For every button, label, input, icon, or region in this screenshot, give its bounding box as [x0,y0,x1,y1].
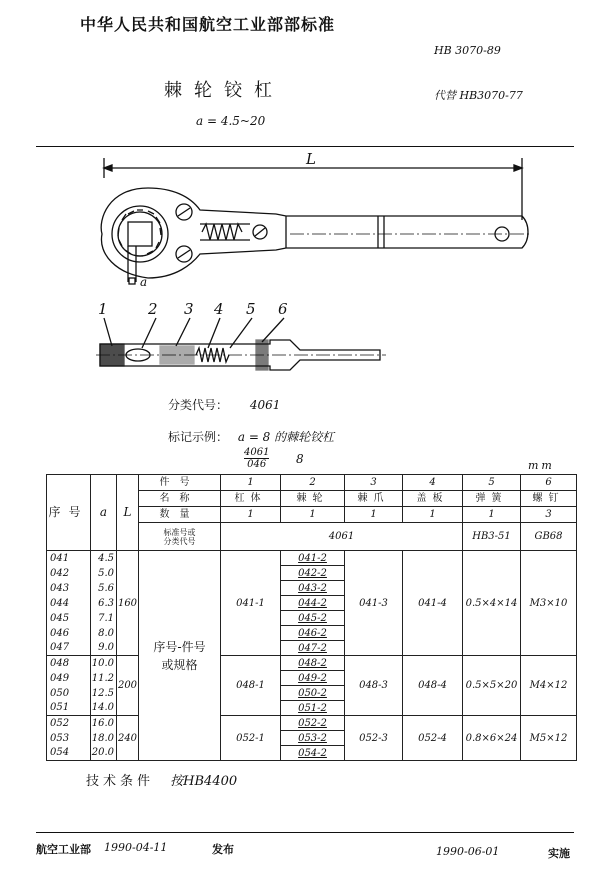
std-code-5: HB3-51 [463,523,521,551]
group-c5: 0.5×4×14 [463,551,521,656]
row-a: 12.5 [91,686,117,701]
marking-label: 标记示例 [168,430,217,444]
label-part-no: 件号 [139,475,221,491]
classification-line: 分类代号： 4061 [168,398,281,412]
group-c2-item: 046-2 [281,626,345,641]
dimension-a-label: a [140,275,148,289]
standard-number: HB 3070-89 [434,44,501,57]
col-name-1: 杠体 [221,491,281,507]
row-a: 16.0 [91,716,117,731]
ratchet-wrench-drawing [0,150,600,390]
row-a: 6.3 [91,596,117,611]
group-c5: 0.5×5×20 [463,656,521,716]
row-seq: 049 [47,671,91,686]
group-c3: 052-3 [345,716,403,761]
size-range: a = 4.5~20 [196,114,266,128]
row-seq: 045 [47,611,91,626]
header-L: L [117,475,139,551]
group-c2-item: 047-2 [281,641,345,656]
row-seq: 051 [47,701,91,716]
tech-label: 技术条件 [86,774,155,789]
callout-6: 6 [278,300,288,318]
col-qty-6: 3 [521,507,577,523]
group-c4: 052-4 [403,716,463,761]
col-no-5: 5 [463,475,521,491]
col-no-1: 1 [221,475,281,491]
row-a: 5.6 [91,581,117,596]
std-code-6: GB68 [521,523,577,551]
row-seq: 052 [47,716,91,731]
col-no-3: 3 [345,475,403,491]
group-c2-item: 053-2 [281,731,345,746]
col-name-4: 盖板 [403,491,463,507]
marking-num-bottom: 046 [247,459,267,470]
col-qty-1: 1 [221,507,281,523]
row-a: 5.0 [91,566,117,581]
group-c1: 048-1 [221,656,281,716]
group-c1: 041-1 [221,551,281,656]
group-c6: M4×12 [521,656,577,716]
group-c1: 052-1 [221,716,281,761]
footer-effective-date: 1990-06-01 [436,845,500,858]
col-name-5: 弹簧 [463,491,521,507]
group-c2-item: 043-2 [281,581,345,596]
marking-fraction [244,447,269,470]
group-c2-item: 041-2 [281,551,345,566]
group-c2-item: 042-2 [281,566,345,581]
row-a: 4.5 [91,551,117,566]
footer-rule [36,832,574,833]
marking-num-top: 4061 [244,447,270,458]
replaces-note: 代替 HB3070-77 [434,89,523,102]
row-a: 11.2 [91,671,117,686]
classification-code: 4061 [249,398,281,412]
col-no-4: 4 [403,475,463,491]
org-title: 中华人民共和国航空工业部部标准 [80,15,336,34]
row-a: 18.0 [91,731,117,746]
tech-value: 按HB4400 [170,774,238,789]
group-c2-item: 049-2 [281,671,345,686]
row-seq: 047 [47,641,91,656]
group-c2-item: 048-2 [281,656,345,671]
row-a: 10.0 [91,656,117,671]
col-qty-4: 1 [403,507,463,523]
row-seq: 042 [47,566,91,581]
row-seq: 046 [47,626,91,641]
group-c2-item: 054-2 [281,746,345,761]
callout-4: 4 [214,300,224,318]
unit-label: mm [528,459,555,472]
row-a: 9.0 [91,641,117,656]
footer-issue-word: 发布 [212,843,234,856]
group-c4: 041-4 [403,551,463,656]
row-seq: 041 [47,551,91,566]
group-L: 200 [117,656,139,716]
col-qty-2: 1 [281,507,345,523]
col-name-6: 螺钉 [521,491,577,507]
group-c2-item: 045-2 [281,611,345,626]
group-c2-item: 050-2 [281,686,345,701]
col-no-6: 6 [521,475,577,491]
header-a: a [91,475,117,551]
merged-spec-label: 序号-件号 或规格 [139,551,221,761]
callout-1: 1 [98,300,108,318]
page-title: 棘轮铰杠 [164,80,284,101]
col-name-3: 棘爪 [345,491,403,507]
group-c3: 041-3 [345,551,403,656]
label-qty: 数量 [139,507,221,523]
group-L: 240 [117,716,139,761]
label-std: 标准号或 分类代号 [139,523,221,551]
row-a: 20.0 [91,746,117,761]
row-seq: 044 [47,596,91,611]
callout-5: 5 [246,300,256,318]
group-c3: 048-3 [345,656,403,716]
col-name-2: 棘轮 [281,491,345,507]
row-a: 8.0 [91,626,117,641]
group-c2-item: 044-2 [281,596,345,611]
group-c2-item: 051-2 [281,701,345,716]
callout-2: 2 [148,300,158,318]
dimension-L-label: L [306,150,316,168]
group-c4: 048-4 [403,656,463,716]
spec-table [46,474,577,761]
row-a: 14.0 [91,701,117,716]
row-seq: 050 [47,686,91,701]
marking-text: a = 8 的棘轮铰杠 [237,430,335,444]
marking-example: 标记示例： a = 8 的棘轮铰杠 [168,430,335,444]
std-code-main: 4061 [221,523,463,551]
row-seq: 048 [47,656,91,671]
footer-issue-date: 1990-04-11 [104,841,168,854]
callout-3: 3 [184,300,194,318]
group-c2-item: 052-2 [281,716,345,731]
row-seq: 054 [47,746,91,761]
col-qty-5: 1 [463,507,521,523]
header-seq: 序号 [47,475,91,551]
col-no-2: 2 [281,475,345,491]
group-L: 160 [117,551,139,656]
row-seq: 043 [47,581,91,596]
col-qty-3: 1 [345,507,403,523]
row-a: 7.1 [91,611,117,626]
row-seq: 053 [47,731,91,746]
tech-conditions [86,770,237,789]
header-rule [36,146,574,147]
group-c6: M3×10 [521,551,577,656]
footer-issuer: 航空工业部 [36,843,91,856]
label-name: 名称 [139,491,221,507]
group-c6: M5×12 [521,716,577,761]
marking-value: 8 [296,452,304,466]
group-c5: 0.8×6×24 [463,716,521,761]
footer-effective-word: 实施 [548,847,570,860]
classification-label: 分类代号 [168,398,217,412]
